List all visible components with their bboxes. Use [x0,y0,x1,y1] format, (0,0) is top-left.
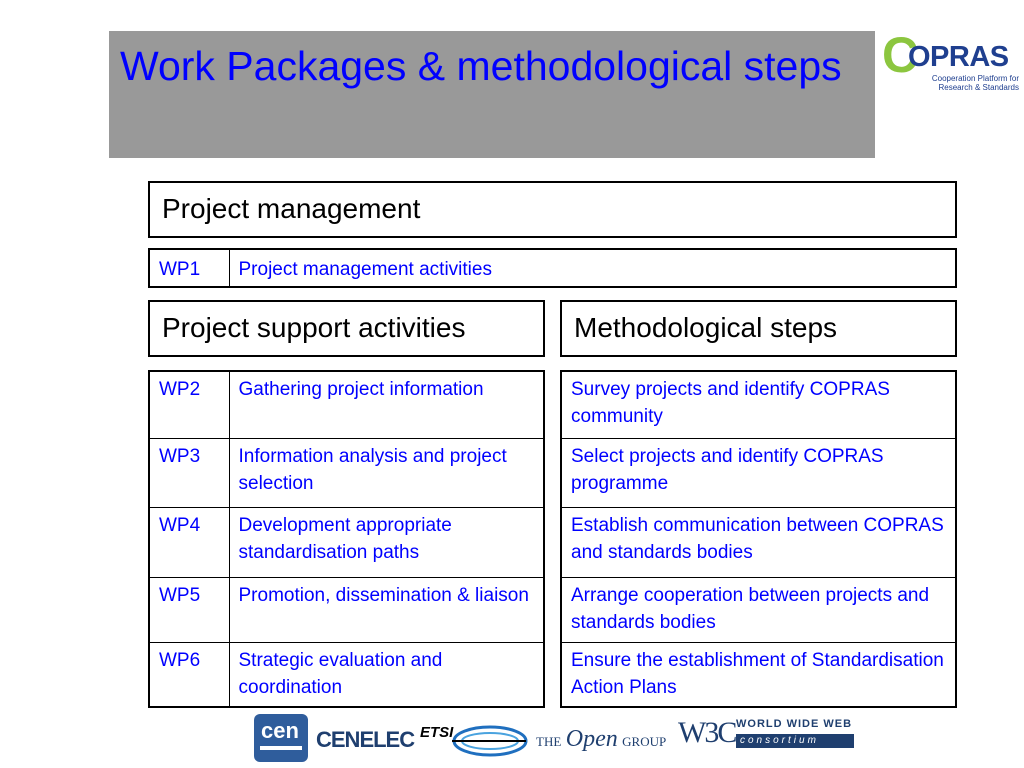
step-text: Arrange cooperation between projects and standards bodies [561,577,956,642]
page-title: Work Packages & methodological steps [120,43,842,89]
opengroup-logo [536,726,666,756]
partner-logos [0,712,1024,768]
table-row [561,438,956,507]
cenelec-logo-text: CENELEC [316,727,415,752]
step-text: Ensure the establishment of Standardisation Action Plans [561,642,956,707]
wp-id: WP2 [149,371,229,438]
wp-activity: Development appropriate standardisation paths [229,507,544,577]
opengroup-group: GROUP [622,734,667,749]
project-management-box [148,181,957,238]
w3c-line2: consortium [736,734,854,748]
logo-tagline [923,74,1019,92]
wp-activity: Strategic evaluation and coordination [229,642,544,707]
wp-id: WP6 [149,642,229,707]
table-row [561,371,956,438]
wp-activity: Promotion, dissemination & liaison [229,577,544,642]
opengroup-the: THE [536,734,562,749]
project-support-table [148,370,545,708]
wp-activity: Information analysis and project selection [229,438,544,507]
title-bar [109,31,875,158]
wp-id: WP3 [149,438,229,507]
step-text: Select projects and identify COPRAS programme [561,438,956,507]
table-row [149,438,544,507]
w3c-mark: W3C [678,716,736,749]
table-row [149,642,544,707]
table-row [149,249,956,287]
logo-tagline-line2: Research & Standards [938,83,1019,92]
table-row [561,642,956,707]
wp1-table [148,248,957,288]
project-management-heading: Project management [162,193,421,224]
copras-logo [880,27,1020,100]
wp-activity: Project management activities [229,249,956,287]
etsi-swirl-icon [420,720,530,762]
cen-logo-text: cen [261,718,299,743]
table-row [149,371,544,438]
methodological-steps-heading: Methodological steps [574,312,838,343]
wp-id: WP1 [149,249,229,287]
methodological-steps-box [560,300,957,357]
step-text: Establish communication between COPRAS and standards bodies [561,507,956,577]
wp-id: WP4 [149,507,229,577]
step-text: Survey projects and identify COPRAS community [561,371,956,438]
w3c-logo [678,716,858,756]
cen-logo [254,714,308,762]
opengroup-open: Open [565,726,618,752]
table-row [149,507,544,577]
project-support-heading: Project support activities [162,312,466,343]
w3c-line1: WORLD WIDE WEB [736,718,853,730]
table-row [149,577,544,642]
logo-letter: C [882,27,919,83]
methodological-steps-table [560,370,957,708]
cenelec-logo [316,726,415,756]
table-row [561,507,956,577]
table-row [561,577,956,642]
logo-word: OPRAS [908,41,1009,73]
wp-activity: Gathering project information [229,371,544,438]
etsi-logo-text: ETSI [420,724,454,741]
project-support-box [148,300,545,357]
logo-tagline-line1: Cooperation Platform for [931,74,1019,83]
etsi-logo [420,720,530,762]
wp-id: WP5 [149,577,229,642]
